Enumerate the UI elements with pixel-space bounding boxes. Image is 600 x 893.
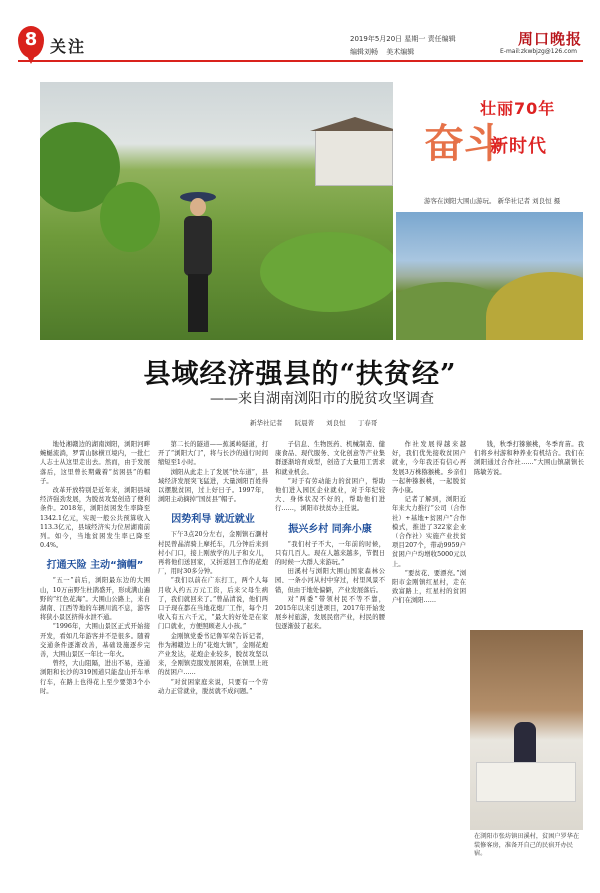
paragraph: 田溪村与浏阳大围山国家森林公园、一条小河从村中穿过，村里风景不错，但由于地处偏僻，产业发展落后。: [275, 568, 385, 594]
paragraph: 子信息、生物医药、机械制造、健康食品、现代服务、文化创意等产业集群逐渐培育成型，创造了大量用工需求和就业机会。: [275, 441, 385, 476]
paragraph: 改革开放特别是近年来，浏阳县域经济强劲发展，为脱贫攻坚创造了便利条件。2018年，浏阳贫困发生率降至1342.1亿元，实现一般公共预算收入113.3亿元，县域经济实力位居湖南前列。如今，当地贫困发生率已降至0.4%。: [40, 487, 150, 550]
byline-author: 阮晨菁: [294, 419, 315, 427]
bed-shape: [476, 762, 576, 802]
paragraph: 下午3点20分左右，金刚镇石灏村村民曾晶清骑上摩托车，几分钟后来到村小门口，接上刚放学的儿子和女儿，再将他们送回家，又折返回工作的花炮厂，用时30多分钟。: [158, 531, 268, 576]
byline-author: 刘良恒: [326, 419, 346, 427]
banner-calligraphy: 奋斗: [424, 120, 504, 167]
article-column-5: [474, 440, 584, 477]
paragraph: 金刚镇党委书记鲁军荣告诉记者，作为湘赣边上的“花炮大镇”，金刚花炮产业发达，花炮企业较多，脱贫攻坚以来，全刚镇克服发展困难，在镇里上班的贫困户……: [158, 632, 268, 677]
paragraph: “对贫困家庭来说，只要有一个劳动力正常就业，脱贫就不成问题。”: [158, 678, 268, 695]
mountain-photo: [396, 212, 583, 340]
email-line: E-mail:zkwbjzg@126.com: [500, 48, 577, 55]
byline-label: 新华社记者: [250, 419, 283, 427]
paragraph: 记者了解到，浏阳近年来大力推行“公司（合作社）+基地+贫困户”合作模式，推进了322家企业（合作社）实施产业扶贫项目207个，带动9959户贫困户户均增收5000元以上。: [392, 496, 466, 568]
paragraph: 地处湘赣边的湖南浏阳，浏阳河畔蜿蜒流淌，罗霄山脉横亘境内，一批仁人志士从这里走出去。然而，由于发展落后，这里曾长期戴着“贫困县”的帽子。: [40, 441, 150, 485]
paragraph: 作社发展得越来越好，我们优先接收贫困户就业，今年我还有信心再发展3万株猕猴桃。乡亲们一起种猕猴桃，一起脱贫奔小康。: [392, 441, 466, 495]
article-column-3: [275, 440, 385, 632]
header-rule: [18, 60, 583, 62]
tree-shape: [260, 232, 393, 312]
homestay-photo-caption: 在浏阳市张坊镇田溪村，贫困户罗华在装修客房，准备开自己的民宿开办民宿。: [474, 833, 580, 857]
paragraph: “五一”前后，浏阳最东边的大围山，10万亩野生杜鹃盛开，形成满山遍野的“红色花海”。大围山公路上，来自湖南、江西等地的车辆川流不息，游客将狭小景区挤得水泄不通。: [40, 577, 150, 622]
editor-line: [350, 47, 420, 57]
byline-author: 丁春哥: [357, 419, 378, 427]
paragraph: “我们村子不大，一年前的时候，只有几百人。现在人越来越多，节假日的时候一大群人来游玩。”: [275, 540, 385, 567]
article-subheadline: ——来自湖南浏阳市的脱贫攻坚调查: [210, 391, 434, 407]
page-header: [0, 0, 600, 66]
paragraph: “对于有劳动能力的贫困户，帮助他们进入园区企业就业，对于年纪较大、身体状况不好的，帮助他们进行……，浏阳市扶贫办主任说。: [275, 477, 385, 513]
date-line: 2019年5月20日 星期一 责任编辑: [350, 35, 456, 43]
banner-line-3: 新时代: [490, 136, 547, 157]
house-shape: [315, 130, 393, 186]
section-title: 关注: [50, 37, 87, 56]
section-subhead: 振兴乡村 同奔小康: [288, 523, 372, 535]
tree-shape: [100, 182, 160, 252]
article-column-4: [392, 440, 466, 606]
page-number-badge: 8: [18, 26, 44, 58]
paragraph: 第二长的隧道——蕉溪岭隧道，打开了“浏阳大门”，将与长沙的通行时间缩短至1小时。: [158, 441, 268, 467]
paragraph: “我们以前在广东打工，两个人每月收入约五万元工资，后来父母生病了，我们就回来了。”曾晶清说，他们两口子现在都在当地花炮厂工作，每个月收入有五六千元，“最大的好处是在家门口就业，方便照顾老人小孩。”: [158, 577, 268, 631]
farmer-figure: [180, 192, 216, 332]
anniversary-banner: [410, 82, 582, 190]
paragraph: 对“两委”带领村民不等不靠，2015年以来引进项目，2017年开始发展乡村旅游，发展民宿产业，村民的腰包逐渐鼓了起来。: [275, 595, 385, 631]
byline: [250, 418, 383, 427]
paragraph: 浏阳从此走上了发展“快车道”，县域经济发展突飞猛进，大量浏阳百姓得以摆脱贫困，过上好日子。1997年，浏阳主动摘掉“国贫县”帽子。: [158, 468, 268, 504]
paragraph: “要贫花、要漂亮。”浏阳市金刚镇红星村，走在致富路上，红星村的贫困户们在浏阳……: [392, 569, 466, 605]
hill-shape: [486, 272, 583, 340]
right-photo-caption: 游客在浏阳大围山游玩。 新华社记者 刘良恒 摄: [424, 197, 561, 205]
art-editor: 美术编辑: [386, 48, 415, 56]
editor-name: 编辑刘畅: [350, 48, 378, 56]
article-headline: 县域经济强县的“扶贫经”: [143, 359, 457, 390]
paragraph: 钱，秋季打猕猴桃，冬季育苗。我们将乡村游和种养业有机结合。我们在浏阳通过合作社……”大围山镇副镇长陈敏芳说。: [474, 441, 584, 476]
article-column-2: [158, 440, 268, 696]
paragraph: “1996年，大围山景区正式开始接开发，看如几年游客并不是很多。随着交通条件逐渐改善，基础设施逐步完善，大围山景区一年比一年火。: [40, 623, 150, 659]
homestay-photo: [470, 630, 583, 830]
section-subhead: 打通天险 主动“摘帽”: [46, 560, 144, 572]
article-column-1: [40, 440, 150, 696]
newspaper-logo: 周口晚报: [518, 30, 583, 48]
banner-line-1: 壮丽70年: [480, 99, 556, 118]
section-subhead: 因势利导 就近就业: [171, 514, 255, 526]
paragraph: 曾经，大山阻隔，进出不易，连通浏阳和长沙的319国道只能盘山开车单行车，在路上也得花上至少要第3个小时。: [40, 660, 150, 695]
main-photo: [40, 82, 393, 340]
